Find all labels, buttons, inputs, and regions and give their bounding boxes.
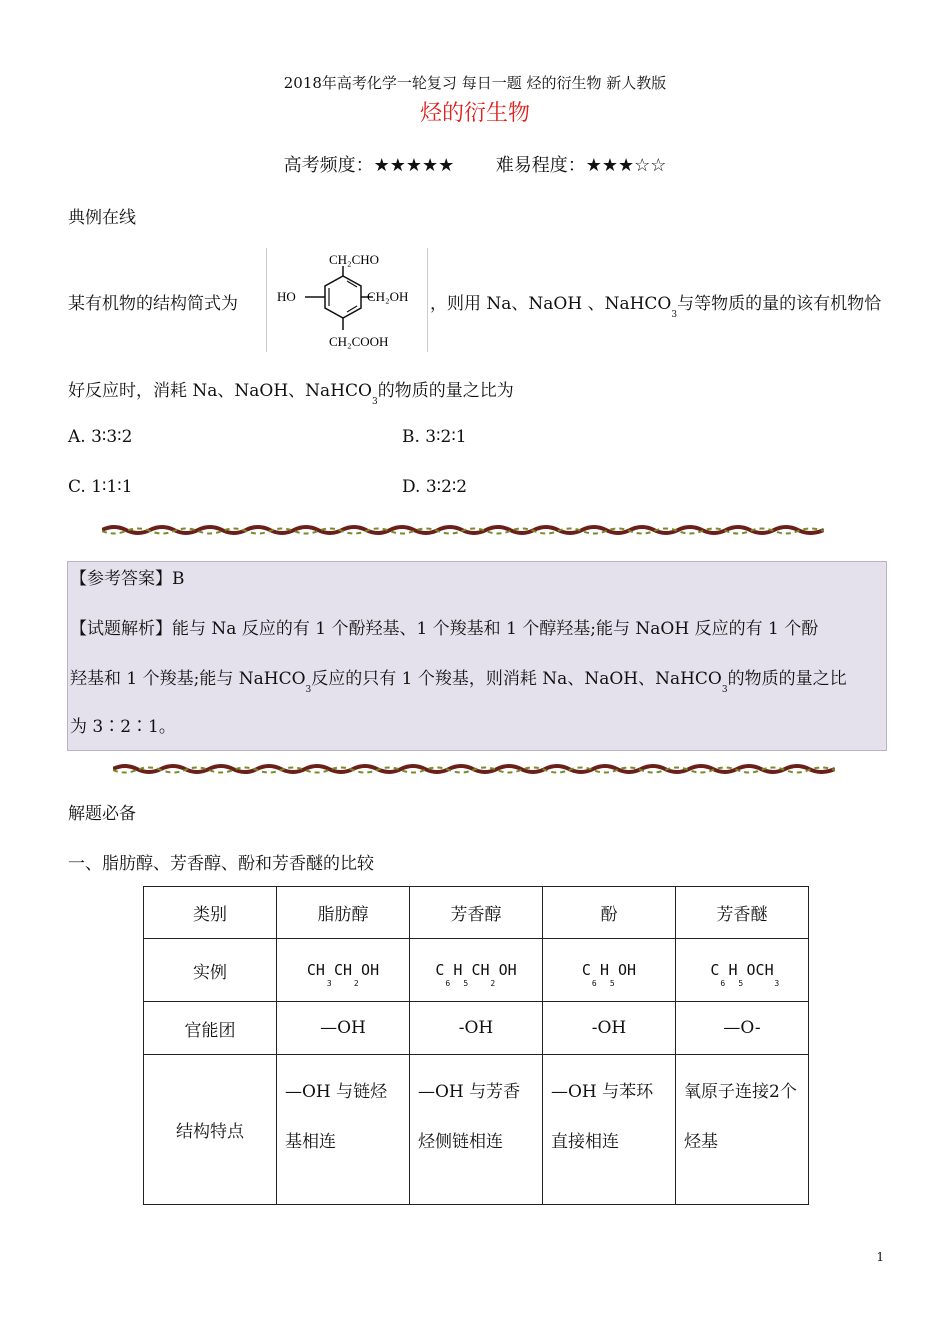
- formula-subscript: 3: [774, 979, 780, 988]
- analysis-line1: 【试题解析】能与 Na 反应的有 1 个酚羟基、1 个羧基和 1 个醇羟基;能与 NaOH 反应的有 1 个酚: [70, 619, 819, 639]
- question-text-line1-continued: [430, 289, 882, 320]
- table-cell: —OH 与芳香烃侧链相连: [410, 1055, 543, 1205]
- table-cell: [410, 939, 543, 1002]
- formula-subscript: 5: [609, 979, 615, 988]
- analysis-line3: 为 3∶2∶1。: [70, 717, 176, 737]
- difficulty-label: 难易程度：: [495, 155, 586, 176]
- analysis-line2c: 的物质的量之比: [727, 669, 847, 689]
- table-cell: —O-: [676, 1002, 809, 1055]
- formula-subscript: 5: [463, 979, 469, 988]
- formula-subscript: 2: [490, 979, 496, 988]
- table-row: [144, 1055, 809, 1205]
- table-row-label: 官能团: [144, 1002, 277, 1055]
- decorative-divider: [113, 762, 835, 772]
- table-row-label: 结构特点: [144, 1055, 277, 1205]
- table-row: [144, 939, 809, 1002]
- question-part3: 与等物质的量的该有机物恰: [677, 294, 882, 314]
- analysis-line2: [70, 664, 847, 695]
- example-heading: 典例在线: [68, 208, 136, 228]
- question-line2a: 好反应时，消耗 Na、NaOH、NaHCO: [68, 381, 372, 401]
- molecule-right-group: CH₂OH: [367, 289, 409, 304]
- formula: [581, 961, 637, 988]
- subscript: 3: [371, 397, 378, 407]
- benzene-ring-diagram: [267, 248, 427, 352]
- option-a: A. 3∶3∶2: [68, 427, 133, 447]
- subscript: 3: [671, 310, 678, 320]
- table-cell: 氧原子连接2个烃基: [676, 1055, 809, 1205]
- molecule-top-group: CH₂CHO: [329, 252, 380, 267]
- table-header-cell: 芳香醚: [676, 887, 809, 939]
- table-header-row: [144, 887, 809, 939]
- formula-subscript: 6: [445, 979, 451, 988]
- difficulty-stars: ★★★☆☆: [585, 155, 667, 176]
- subscript: 3: [721, 685, 728, 695]
- table-header-cell: 脂肪醇: [277, 887, 410, 939]
- answer-box: [67, 561, 887, 751]
- formula-main: C H OCH: [710, 961, 774, 979]
- table-cell: —OH: [277, 1002, 410, 1055]
- formula-subscript: 3: [326, 979, 332, 988]
- table-header-cell: 类别: [144, 887, 277, 939]
- formula-subscript: 5: [738, 979, 744, 988]
- analysis-line2a: 羟基和 1 个羧基;能与 NaHCO: [70, 669, 306, 689]
- essentials-subheading: 一、脂肪醇、芳香醇、酚和芳香醚的比较: [68, 854, 374, 874]
- table-cell: -OH: [543, 1002, 676, 1055]
- table-cell: [543, 939, 676, 1002]
- table-row: [144, 1002, 809, 1055]
- formula: [306, 961, 380, 988]
- analysis-line2b: 反应的只有 1 个羧基，则消耗 Na、NaOH、NaHCO: [311, 669, 722, 689]
- table-cell: —OH 与链烃基相连: [277, 1055, 410, 1205]
- option-c: C. 1∶1∶1: [68, 477, 133, 497]
- reference-answer: 【参考答案】B: [70, 569, 185, 589]
- question-part1: 某有机物的结构简式为: [68, 294, 238, 314]
- table-cell: [277, 939, 410, 1002]
- question-text-line1: [68, 289, 238, 314]
- table-cell: -OH: [410, 1002, 543, 1055]
- molecule-bottom-group: CH₂COOH: [329, 334, 389, 349]
- formula-main: C H CH OH: [435, 961, 517, 979]
- table-cell: [676, 939, 809, 1002]
- frequency-label: 高考频度：: [283, 155, 374, 176]
- formula-subscript: 6: [720, 979, 726, 988]
- molecule-left-group: HO: [277, 289, 296, 304]
- formula-main: CH CH OH: [306, 961, 380, 979]
- decorative-divider: [102, 523, 824, 533]
- ratings-line: [0, 151, 950, 177]
- document-title: 烃的衍生物: [419, 101, 530, 126]
- option-d: D. 3∶2∶2: [402, 477, 468, 497]
- formula-subscript: 6: [591, 979, 597, 988]
- question-line2b: 的物质的量之比为: [377, 381, 514, 401]
- formula: [710, 961, 780, 988]
- formula-main: C H OH: [581, 961, 637, 979]
- molecule-structure-image: [266, 248, 428, 352]
- table-header-cell: 芳香醇: [410, 887, 543, 939]
- formula-subscript: 2: [353, 979, 359, 988]
- essentials-heading: 解题必备: [68, 804, 136, 824]
- table-header-cell: 酚: [543, 887, 676, 939]
- question-text-line2: [68, 376, 514, 407]
- page-number: 1: [876, 1250, 884, 1264]
- document-subtitle: 2018年高考化学一轮复习 每日一题 烃的衍生物 新人教版: [283, 74, 667, 92]
- comparison-table: [143, 886, 809, 1205]
- question-part2: ，则用 Na、NaOH 、NaHCO: [430, 294, 672, 314]
- frequency-stars: ★★★★★: [373, 155, 455, 176]
- table-cell: —OH 与苯环直接相连: [543, 1055, 676, 1205]
- option-b: B. 3∶2∶1: [402, 427, 467, 447]
- subscript: 3: [305, 685, 312, 695]
- formula: [435, 961, 517, 988]
- table-row-label: 实例: [144, 939, 277, 1002]
